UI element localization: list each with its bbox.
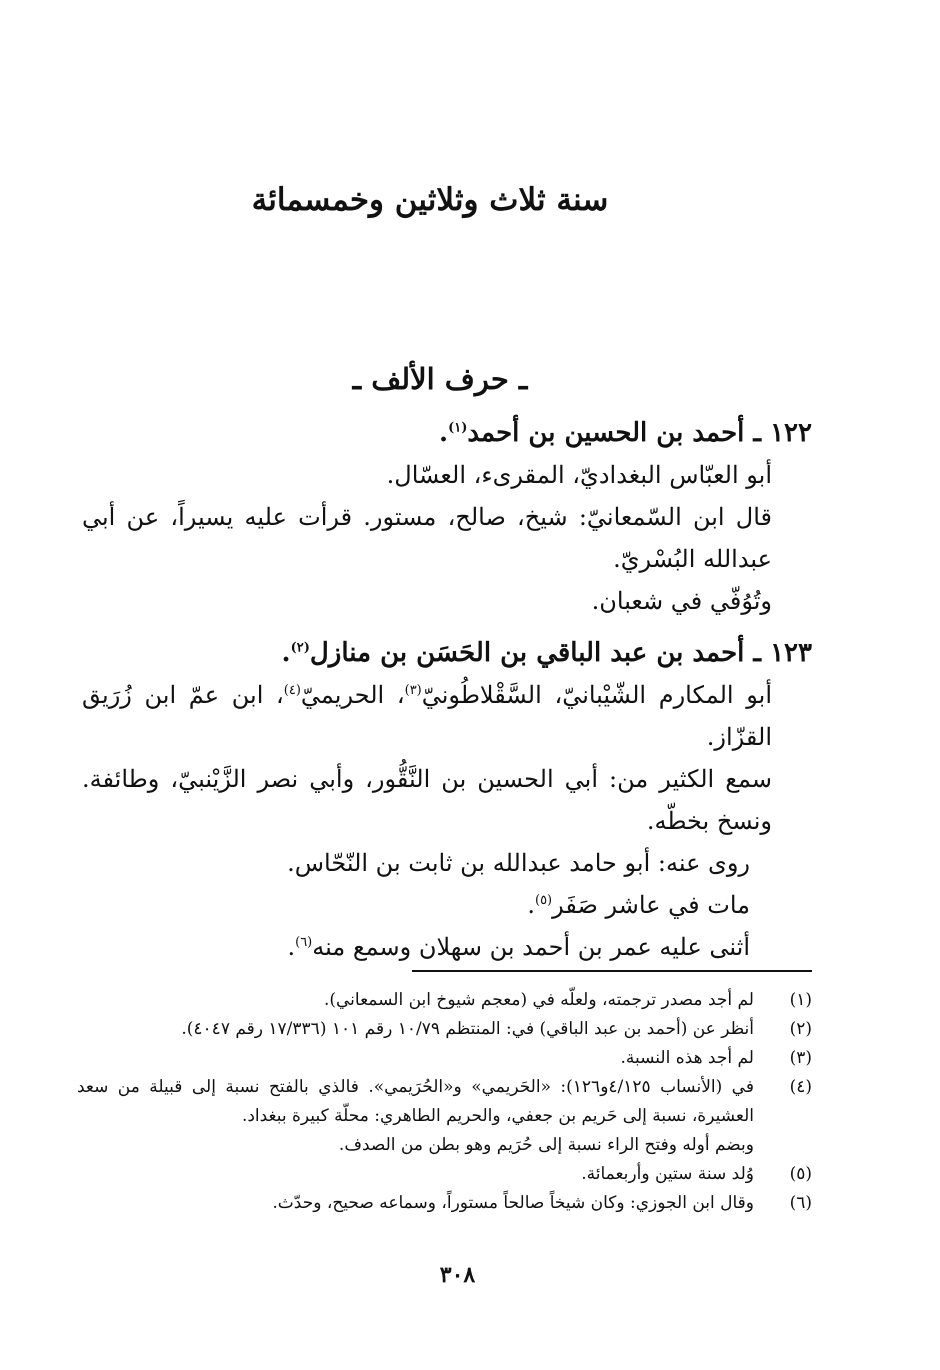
footnote-number: (٢) [789, 1019, 812, 1039]
footnote-ref-5[interactable]: (٥) [534, 893, 553, 908]
footnote [77, 1189, 812, 1218]
entry-title-123: ١٢٣ ـ أحمد بن عبد الباقي بن الحَسَن بن منازل$^{(٢)}$. [281, 638, 812, 668]
footnote-text: لم أجد هذه النسبة. [620, 1048, 754, 1068]
footnote-number: (١) [789, 990, 812, 1010]
footnote-text: وقال ابن الجوزي: وكان شيخاً صالحاً مستوراً، وسماعه صحيح، وحدّث. [272, 1193, 754, 1213]
section-title: ـ حرف الألف ـ [352, 362, 528, 396]
footnote-ref-6[interactable]: (٦) [295, 935, 313, 950]
year-title: سنة ثلاث وثلاثين وخمسمائة [251, 182, 609, 218]
footnote-text: لم أجد مصدر ترجمته، ولعلّه في (معجم شيوخ ابن السمعاني). [323, 990, 754, 1010]
footnote [77, 1044, 812, 1073]
footnote-ref-1[interactable]: (١) [448, 420, 468, 436]
footnote-number: (٥) [789, 1164, 812, 1184]
footnote-ref-2[interactable]: (٢) [290, 640, 310, 656]
footnote-number: (٦) [789, 1193, 812, 1213]
footnote-ref-3[interactable]: (٣) [404, 683, 422, 698]
page-number: ٣٠٨ [439, 1262, 476, 1288]
footnote-number: (٣) [789, 1048, 812, 1068]
footnotes [77, 986, 812, 1218]
body-text [82, 412, 812, 968]
footnote [77, 1015, 812, 1044]
entry-123-line: أبو المكارم الشّيْبانيّ، السَّقْلاطُونيّ$^{(٣)}$، الحريميّ$^{(٤)}$، ابن عمّ ابن زُرَيق القزّاز. [82, 681, 772, 751]
footnote [77, 986, 812, 1015]
entry-123-line: روى عنه: أبو حامد عبدالله بن ثابت بن النّحّاس. [287, 849, 750, 877]
footnote [77, 1160, 812, 1189]
entry-title-122: ١٢٢ ـ أحمد بن الحسين بن أحمد$^{(١)}$. [439, 418, 812, 448]
footnote [77, 1073, 812, 1131]
entry-123-line: سمع الكثير من: أبي الحسين بن النَّقُّور، وأبي نصر الزَّيْنبيّ، وطائفة. ونسخ بخطّه. [82, 765, 772, 835]
entry-122-line: وتُوُفّي في شعبان. [591, 587, 772, 615]
entry-122-line: أبو العبّاس البغداديّ، المقرىء، العسّال. [386, 461, 772, 489]
footnote-text: أنظر عن (أحمد بن عبد الباقي) في: المنتظم ١٠/٧٩ رقم ١٠١ (١٧/٣٣٦ رقم ٤٠٤٧). [181, 1019, 754, 1039]
entry-123-line: مات في عاشر صَفَر$^{(٥)}$. [527, 891, 750, 919]
footnote-text: وُلد سنة ستين وأربعمائة. [581, 1164, 754, 1184]
footnote-text: في (الأنساب ٤/١٢٥و١٢٦): «الحَريمي» و«الحُرَيمي». فالذي بالفتح نسبة إلى قبيلة من سعد العشيرة، نسبة إلى حَريم بن جعفي، والحريم الطاهري: محلّة كبيرة ببغداد. [77, 1077, 754, 1126]
footnote-continuation: وبضم أوله وفتح الراء نسبة إلى حُرَيم وهو بطن من الصدف. [338, 1135, 754, 1155]
footnote-ref-4[interactable]: (٤) [283, 683, 301, 698]
entry-123-line: أثنى عليه عمر بن أحمد بن سهلان وسمع منه$^{(٦)}$. [287, 933, 750, 961]
footnote-number: (٤) [789, 1077, 812, 1097]
footnote-divider [412, 970, 812, 972]
entry-122-line: قال ابن السّمعانيّ: شيخ، صالح، مستور. قرأت عليه يسيراً، عن أبي عبدالله البُسْريّ. [82, 503, 772, 573]
